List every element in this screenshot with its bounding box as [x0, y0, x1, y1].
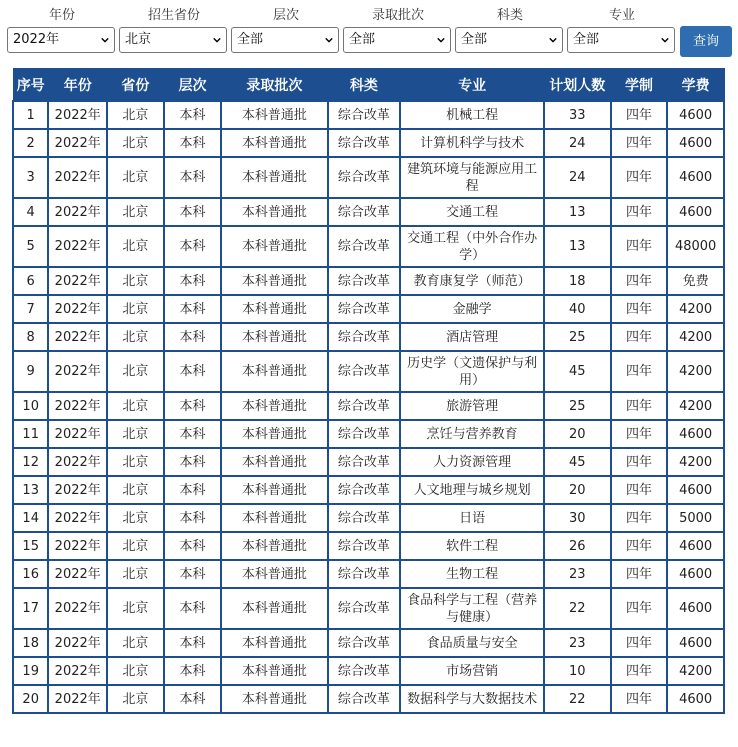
filter-category-label: 科类	[496, 8, 523, 23]
cell-tuition: 4200	[667, 295, 724, 323]
cell-duration: 四年	[611, 157, 668, 198]
table-row	[13, 267, 724, 295]
cell-index: 20	[13, 685, 48, 713]
cell-tuition: 4600	[667, 129, 724, 157]
province-select-value: 北京	[125, 32, 152, 47]
cell-index: 14	[13, 504, 48, 532]
cell-level: 本科	[164, 323, 222, 351]
cell-index: 8	[13, 323, 48, 351]
cell-major: 数据科学与大数据技术	[400, 685, 544, 713]
cell-major: 教育康复学（师范）	[400, 267, 544, 295]
table-row	[13, 323, 724, 351]
table-row	[13, 476, 724, 504]
cell-year: 2022年	[48, 532, 107, 560]
cell-major: 人文地理与城乡规划	[400, 476, 544, 504]
cell-index: 17	[13, 588, 48, 629]
cell-level: 本科	[164, 532, 222, 560]
cell-index: 5	[13, 226, 48, 267]
level-select-value: 全部	[237, 32, 264, 47]
cell-major: 金融学	[400, 295, 544, 323]
cell-duration: 四年	[611, 504, 668, 532]
cell-province: 北京	[107, 629, 164, 657]
cell-level: 本科	[164, 198, 222, 226]
cell-tuition: 免费	[667, 267, 724, 295]
cell-duration: 四年	[611, 685, 668, 713]
filter-batch-label: 录取批次	[371, 8, 424, 23]
cell-batch: 本科普通批	[221, 448, 327, 476]
cell-batch: 本科普通批	[221, 295, 327, 323]
table-row	[13, 392, 724, 420]
cell-index: 6	[13, 267, 48, 295]
cell-index: 18	[13, 629, 48, 657]
cell-category: 综合改革	[328, 392, 401, 420]
cell-level: 本科	[164, 448, 222, 476]
cell-index: 16	[13, 560, 48, 588]
header-level: 层次	[164, 69, 222, 102]
cell-tuition: 5000	[667, 504, 724, 532]
cell-province: 北京	[107, 351, 164, 392]
cell-duration: 四年	[611, 351, 668, 392]
cell-batch: 本科普通批	[221, 685, 327, 713]
cell-batch: 本科普通批	[221, 504, 327, 532]
cell-plan-count: 20	[544, 476, 611, 504]
cell-tuition: 4600	[667, 476, 724, 504]
cell-tuition: 4200	[667, 392, 724, 420]
cell-province: 北京	[107, 129, 164, 157]
cell-batch: 本科普通批	[221, 267, 327, 295]
cell-year: 2022年	[48, 198, 107, 226]
cell-level: 本科	[164, 267, 222, 295]
cell-major: 市场营销	[400, 657, 544, 685]
cell-tuition: 4600	[667, 588, 724, 629]
batch-select[interactable]	[343, 27, 451, 53]
cell-category: 综合改革	[328, 226, 401, 267]
cell-province: 北京	[107, 657, 164, 685]
cell-major: 生物工程	[400, 560, 544, 588]
table-row	[13, 129, 724, 157]
cell-level: 本科	[164, 392, 222, 420]
cell-category: 综合改革	[328, 101, 401, 129]
cell-plan-count: 45	[544, 351, 611, 392]
cell-batch: 本科普通批	[221, 129, 327, 157]
cell-major: 食品质量与安全	[400, 629, 544, 657]
filter-year-label: 年份	[48, 8, 75, 23]
cell-major: 交通工程（中外合作办学）	[400, 226, 544, 267]
cell-level: 本科	[164, 504, 222, 532]
cell-major: 人力资源管理	[400, 448, 544, 476]
cell-category: 综合改革	[328, 129, 401, 157]
cell-major: 烹饪与营养教育	[400, 420, 544, 448]
cell-category: 综合改革	[328, 420, 401, 448]
cell-level: 本科	[164, 685, 222, 713]
cell-duration: 四年	[611, 392, 668, 420]
cell-year: 2022年	[48, 420, 107, 448]
cell-duration: 四年	[611, 448, 668, 476]
cell-tuition: 4600	[667, 532, 724, 560]
cell-tuition: 4600	[667, 101, 724, 129]
cell-batch: 本科普通批	[221, 198, 327, 226]
cell-index: 2	[13, 129, 48, 157]
cell-category: 综合改革	[328, 657, 401, 685]
cell-year: 2022年	[48, 101, 107, 129]
cell-level: 本科	[164, 657, 222, 685]
cell-index: 15	[13, 532, 48, 560]
cell-duration: 四年	[611, 476, 668, 504]
cell-plan-count: 13	[544, 198, 611, 226]
cell-major: 日语	[400, 504, 544, 532]
cell-year: 2022年	[48, 448, 107, 476]
cell-batch: 本科普通批	[221, 101, 327, 129]
cell-category: 综合改革	[328, 323, 401, 351]
cell-duration: 四年	[611, 101, 668, 129]
table-row	[13, 157, 724, 198]
cell-level: 本科	[164, 295, 222, 323]
cell-plan-count: 22	[544, 685, 611, 713]
major-select-value: 全部	[573, 32, 600, 47]
cell-plan-count: 25	[544, 323, 611, 351]
cell-plan-count: 25	[544, 392, 611, 420]
cell-duration: 四年	[611, 657, 668, 685]
header-duration: 学制	[611, 69, 668, 102]
table-row	[13, 629, 724, 657]
chevron-down-icon	[549, 36, 557, 44]
table-row	[13, 532, 724, 560]
cell-plan-count: 13	[544, 226, 611, 267]
table-header-row	[13, 69, 724, 102]
header-category: 科类	[328, 69, 401, 102]
cell-index: 11	[13, 420, 48, 448]
cell-tuition: 4600	[667, 560, 724, 588]
cell-province: 北京	[107, 267, 164, 295]
cell-tuition: 4600	[667, 420, 724, 448]
cell-batch: 本科普通批	[221, 351, 327, 392]
cell-year: 2022年	[48, 267, 107, 295]
cell-year: 2022年	[48, 588, 107, 629]
filter-level-label: 层次	[272, 8, 299, 23]
cell-year: 2022年	[48, 129, 107, 157]
header-index: 序号	[13, 69, 48, 102]
cell-plan-count: 18	[544, 267, 611, 295]
cell-level: 本科	[164, 588, 222, 629]
chevron-down-icon	[213, 36, 221, 44]
cell-province: 北京	[107, 226, 164, 267]
cell-index: 9	[13, 351, 48, 392]
cell-level: 本科	[164, 101, 222, 129]
cell-province: 北京	[107, 198, 164, 226]
chevron-down-icon	[101, 36, 109, 44]
cell-index: 4	[13, 198, 48, 226]
cell-province: 北京	[107, 157, 164, 198]
cell-batch: 本科普通批	[221, 420, 327, 448]
cell-duration: 四年	[611, 532, 668, 560]
table-row	[13, 101, 724, 129]
cell-category: 综合改革	[328, 351, 401, 392]
cell-year: 2022年	[48, 504, 107, 532]
cell-major: 旅游管理	[400, 392, 544, 420]
cell-index: 19	[13, 657, 48, 685]
cell-duration: 四年	[611, 629, 668, 657]
cell-province: 北京	[107, 420, 164, 448]
cell-level: 本科	[164, 226, 222, 267]
cell-province: 北京	[107, 588, 164, 629]
cell-plan-count: 20	[544, 420, 611, 448]
cell-year: 2022年	[48, 560, 107, 588]
cell-plan-count: 23	[544, 629, 611, 657]
cell-duration: 四年	[611, 420, 668, 448]
cell-category: 综合改革	[328, 267, 401, 295]
cell-tuition: 4200	[667, 351, 724, 392]
cell-duration: 四年	[611, 226, 668, 267]
batch-select-value: 全部	[349, 32, 376, 47]
header-major: 专业	[400, 69, 544, 102]
cell-province: 北京	[107, 101, 164, 129]
header-year: 年份	[48, 69, 107, 102]
year-select[interactable]	[7, 27, 115, 53]
cell-plan-count: 33	[544, 101, 611, 129]
enrollment-plan-table	[12, 68, 725, 714]
cell-category: 综合改革	[328, 629, 401, 657]
cell-tuition: 4600	[667, 629, 724, 657]
cell-province: 北京	[107, 476, 164, 504]
header-batch: 录取批次	[221, 69, 327, 102]
cell-index: 7	[13, 295, 48, 323]
table-row	[13, 226, 724, 267]
table-row	[13, 685, 724, 713]
cell-duration: 四年	[611, 323, 668, 351]
cell-plan-count: 30	[544, 504, 611, 532]
cell-plan-count: 24	[544, 157, 611, 198]
cell-tuition: 4600	[667, 685, 724, 713]
cell-province: 北京	[107, 295, 164, 323]
cell-category: 综合改革	[328, 448, 401, 476]
cell-major: 建筑环境与能源应用工程	[400, 157, 544, 198]
cell-batch: 本科普通批	[221, 476, 327, 504]
cell-tuition: 4600	[667, 157, 724, 198]
province-select[interactable]	[119, 27, 227, 53]
cell-duration: 四年	[611, 198, 668, 226]
cell-province: 北京	[107, 560, 164, 588]
cell-level: 本科	[164, 351, 222, 392]
cell-year: 2022年	[48, 685, 107, 713]
cell-tuition: 48000	[667, 226, 724, 267]
cell-tuition: 4200	[667, 323, 724, 351]
table-row	[13, 448, 724, 476]
cell-category: 综合改革	[328, 198, 401, 226]
cell-province: 北京	[107, 504, 164, 532]
cell-category: 综合改革	[328, 560, 401, 588]
table-row	[13, 560, 724, 588]
cell-plan-count: 45	[544, 448, 611, 476]
cell-index: 13	[13, 476, 48, 504]
table-row	[13, 295, 724, 323]
cell-major: 交通工程	[400, 198, 544, 226]
cell-category: 综合改革	[328, 504, 401, 532]
cell-plan-count: 40	[544, 295, 611, 323]
chevron-down-icon	[661, 36, 669, 44]
cell-batch: 本科普通批	[221, 392, 327, 420]
cell-province: 北京	[107, 532, 164, 560]
category-select[interactable]	[455, 27, 563, 53]
cell-duration: 四年	[611, 295, 668, 323]
cell-duration: 四年	[611, 267, 668, 295]
cell-year: 2022年	[48, 657, 107, 685]
cell-category: 综合改革	[328, 476, 401, 504]
cell-level: 本科	[164, 476, 222, 504]
table-row	[13, 588, 724, 629]
cell-category: 综合改革	[328, 588, 401, 629]
cell-year: 2022年	[48, 295, 107, 323]
year-select-value: 2022年	[13, 32, 60, 47]
cell-tuition: 4600	[667, 198, 724, 226]
table-row	[13, 351, 724, 392]
cell-year: 2022年	[48, 629, 107, 657]
filter-major-label: 专业	[608, 8, 635, 23]
cell-plan-count: 10	[544, 657, 611, 685]
cell-major: 计算机科学与技术	[400, 129, 544, 157]
cell-index: 1	[13, 101, 48, 129]
cell-index: 12	[13, 448, 48, 476]
cell-province: 北京	[107, 448, 164, 476]
cell-year: 2022年	[48, 392, 107, 420]
cell-duration: 四年	[611, 588, 668, 629]
level-select[interactable]	[231, 27, 339, 53]
cell-category: 综合改革	[328, 532, 401, 560]
cell-year: 2022年	[48, 157, 107, 198]
cell-level: 本科	[164, 629, 222, 657]
cell-batch: 本科普通批	[221, 323, 327, 351]
cell-level: 本科	[164, 129, 222, 157]
cell-batch: 本科普通批	[221, 657, 327, 685]
cell-plan-count: 22	[544, 588, 611, 629]
table-body	[13, 101, 724, 713]
cell-batch: 本科普通批	[221, 157, 327, 198]
chevron-down-icon	[325, 36, 333, 44]
table-row	[13, 198, 724, 226]
cell-level: 本科	[164, 420, 222, 448]
cell-year: 2022年	[48, 323, 107, 351]
major-select[interactable]	[567, 27, 675, 53]
filter-province-label: 招生省份	[147, 8, 200, 23]
category-select-value: 全部	[461, 32, 488, 47]
cell-batch: 本科普通批	[221, 629, 327, 657]
cell-major: 软件工程	[400, 532, 544, 560]
cell-plan-count: 24	[544, 129, 611, 157]
cell-major: 食品科学与工程（营养与健康）	[400, 588, 544, 629]
cell-batch: 本科普通批	[221, 588, 327, 629]
cell-batch: 本科普通批	[221, 226, 327, 267]
filter-bar	[0, 0, 738, 62]
cell-province: 北京	[107, 323, 164, 351]
cell-category: 综合改革	[328, 685, 401, 713]
cell-level: 本科	[164, 157, 222, 198]
table-row	[13, 420, 724, 448]
table-row	[13, 504, 724, 532]
chevron-down-icon	[437, 36, 445, 44]
header-plan-count: 计划人数	[544, 69, 611, 102]
cell-province: 北京	[107, 685, 164, 713]
cell-duration: 四年	[611, 129, 668, 157]
cell-batch: 本科普通批	[221, 560, 327, 588]
cell-tuition: 4200	[667, 657, 724, 685]
cell-province: 北京	[107, 392, 164, 420]
cell-year: 2022年	[48, 351, 107, 392]
cell-duration: 四年	[611, 560, 668, 588]
cell-index: 10	[13, 392, 48, 420]
cell-category: 综合改革	[328, 157, 401, 198]
cell-plan-count: 23	[544, 560, 611, 588]
cell-plan-count: 26	[544, 532, 611, 560]
table-row	[13, 657, 724, 685]
cell-category: 综合改革	[328, 295, 401, 323]
cell-major: 历史学（文遗保护与利用）	[400, 351, 544, 392]
cell-index: 3	[13, 157, 48, 198]
cell-year: 2022年	[48, 226, 107, 267]
header-tuition: 学费	[667, 69, 724, 102]
cell-tuition: 4200	[667, 448, 724, 476]
cell-major: 酒店管理	[400, 323, 544, 351]
header-province: 省份	[107, 69, 164, 102]
cell-major: 机械工程	[400, 101, 544, 129]
cell-batch: 本科普通批	[221, 532, 327, 560]
query-button[interactable]: 查询	[680, 26, 732, 57]
cell-level: 本科	[164, 560, 222, 588]
cell-year: 2022年	[48, 476, 107, 504]
